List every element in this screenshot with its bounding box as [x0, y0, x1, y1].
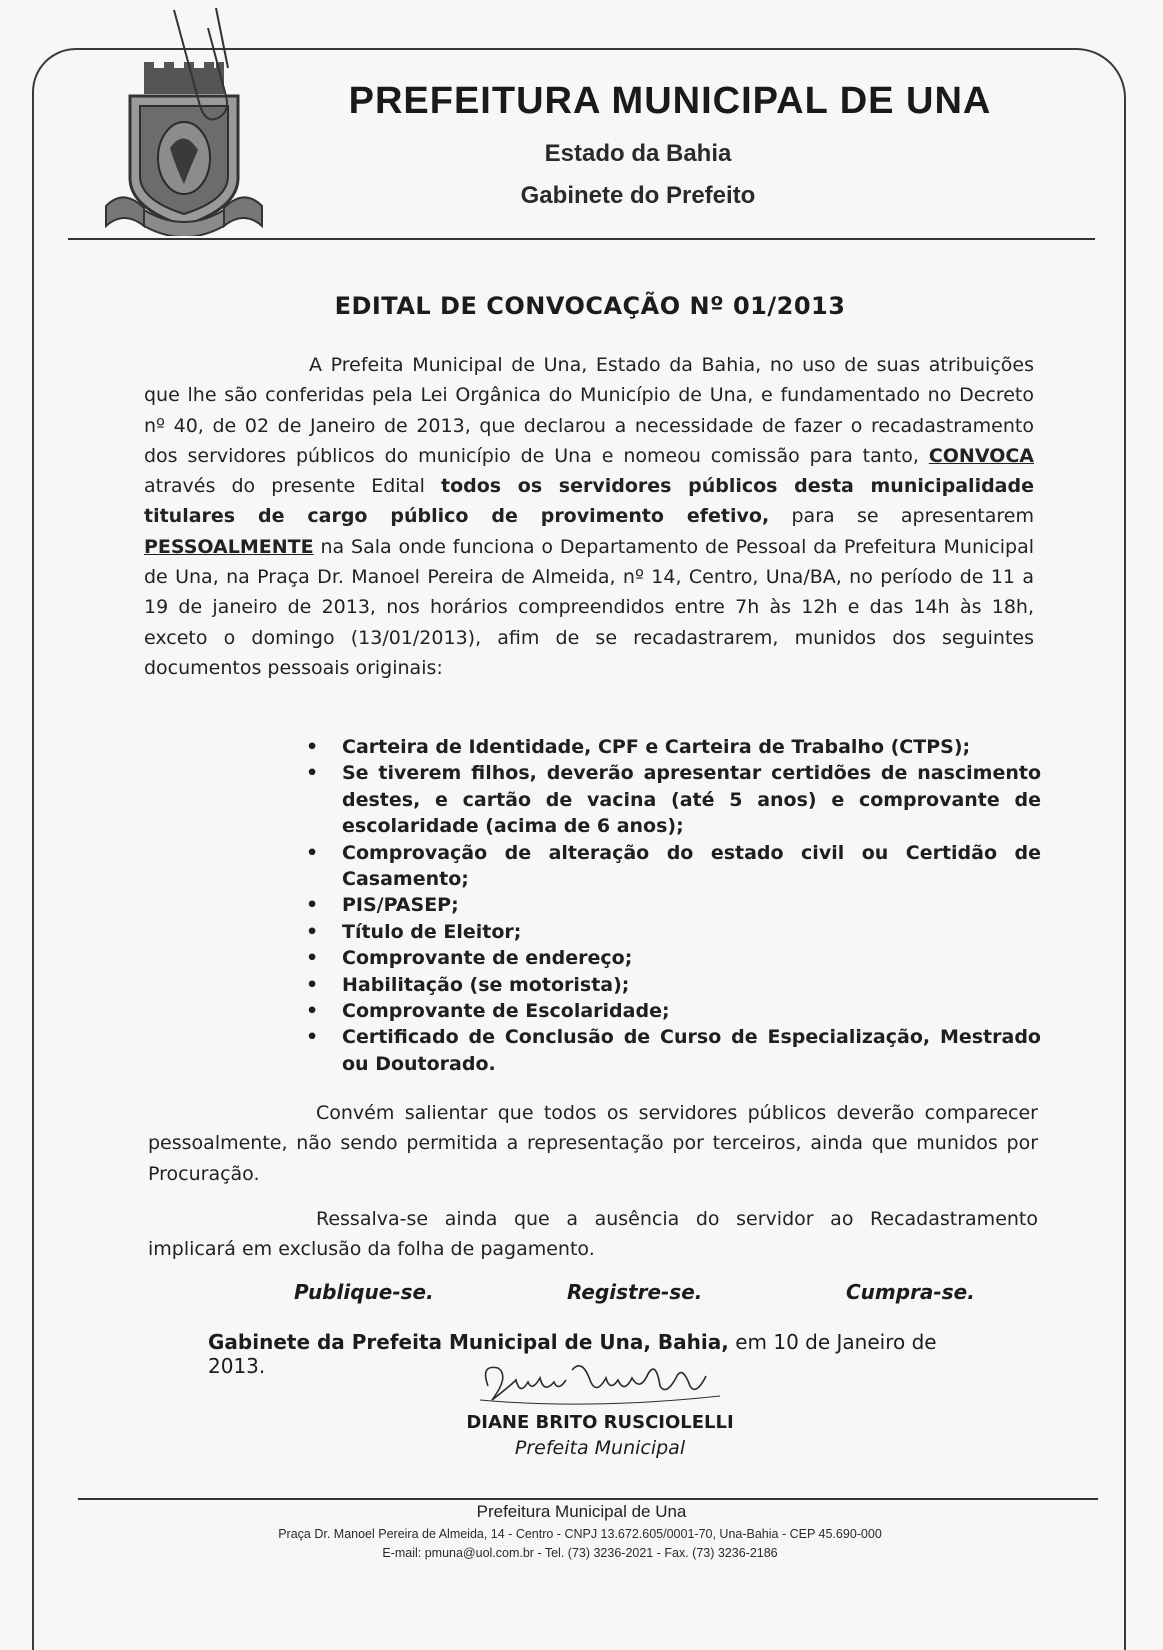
- list-item: • Comprovante de endereço;: [306, 945, 1041, 971]
- intro-text-1: A Prefeita Municipal de Una, Estado da Bahia, no uso de suas atribuições que lhe são conferidas pela Lei Orgânica do Município de Una, e fundamentado no Decreto nº 40, de 02 de Janeiro de 2013, que declarou a necessidade de fazer o recadastramento dos servidores públicos do município de Una e nomeou comissão para tanto,: [144, 354, 1034, 467]
- place-text: Gabinete da Prefeita Municipal de Una, Bahia,: [208, 1330, 729, 1354]
- office-subtitle: Gabinete do Prefeito: [520, 182, 756, 209]
- list-item: • Se tiverem filhos, deverão apresentar certidões de nascimento destes, e cartão de vacina (até 5 anos) e comprovante de escolaridade (acima de 6 anos);: [306, 760, 1041, 839]
- list-item: • PIS/PASEP;: [306, 892, 1041, 918]
- list-item: • Carteira de Identidade, CPF e Carteira de Trabalho (CTPS);: [306, 734, 1041, 760]
- footer-contact: E-mail: pmuna@uol.com.br - Tel. (73) 3236-2021 - Fax. (73) 3236-2186: [382, 1546, 778, 1560]
- registre-se: Registre-se.: [567, 1280, 703, 1304]
- signer-role: Prefeita Municipal: [514, 1437, 686, 1459]
- footer-address: Praça Dr. Manoel Pereira de Almeida, 14 - Centro - CNPJ 13.672.605/0001-70, Una-Bahia - CEP 45.690-000: [278, 1527, 882, 1541]
- documents-list: [306, 734, 1041, 1077]
- list-item: • Título de Eleitor;: [306, 919, 1041, 945]
- list-item: • Comprovante de Escolaridade;: [306, 998, 1041, 1024]
- list-item: • Habilitação (se motorista);: [306, 972, 1041, 998]
- paper-clip-icon: [160, 8, 250, 128]
- header-divider: [68, 238, 1095, 240]
- document-title: EDITAL DE CONVOCAÇÃO Nº 01/2013: [334, 292, 846, 320]
- signer-name: DIANE BRITO RUSCIOLELLI: [466, 1412, 734, 1433]
- intro-text-2: através do presente Edital: [144, 475, 425, 498]
- closing-formula: [0, 1280, 1163, 1310]
- footer-divider: [78, 1498, 1098, 1500]
- page-title: PREFEITURA MUNICIPAL DE UNA: [348, 80, 992, 122]
- intro-text-3: para se apresentarem: [791, 505, 1034, 528]
- footer-org: Prefeitura Municipal de Una: [476, 1502, 687, 1521]
- ressalva-paragraph: Ressalva-se ainda que a ausência do servidor ao Recadastramento implicará em exclusão da folha de pagamento.: [148, 1208, 1038, 1261]
- pessoalmente-word: PESSOALMENTE: [144, 535, 314, 558]
- state-subtitle: Estado da Bahia: [544, 140, 732, 167]
- list-item: • Comprovação de alteração do estado civil ou Certidão de Casamento;: [306, 840, 1041, 893]
- intro-paragraph: [144, 350, 1034, 683]
- handwritten-signature-icon: [470, 1356, 740, 1412]
- list-item: • Certificado de Conclusão de Curso de Especialização, Mestrado ou Doutorado.: [306, 1024, 1041, 1077]
- publique-se: Publique-se.: [294, 1280, 434, 1304]
- convoca-word: CONVOCA: [928, 444, 1034, 467]
- intro-bold-group: todos os servidores públicos desta municipalidade titulares de cargo público de provimento efetivo,: [144, 475, 1034, 528]
- cumpra-se: Cumpra-se.: [846, 1280, 975, 1304]
- convem-paragraph: Convém salientar que todos os servidores públicos deverão comparecer pessoalmente, não sendo permitida a representação por terceiros, ainda que munidos por Procuração.: [148, 1102, 1038, 1185]
- date-text: em 10 de Janeiro de 2013.: [208, 1330, 937, 1378]
- intro-text-4: na Sala onde funciona o Departamento de Pessoal da Prefeitura Municipal de Una, na Praça Dr. Manoel Pereira de Almeida, nº 14, Centro, Una/BA, no período de 11 a 19 de janeiro de 2013, nos horários compreendidos entre 7h às 12h e das 14h às 18h, exceto o domingo (13/01/2013), afim de se recadastrarem, munidos dos seguintes documentos pessoais originais:: [144, 535, 1034, 679]
